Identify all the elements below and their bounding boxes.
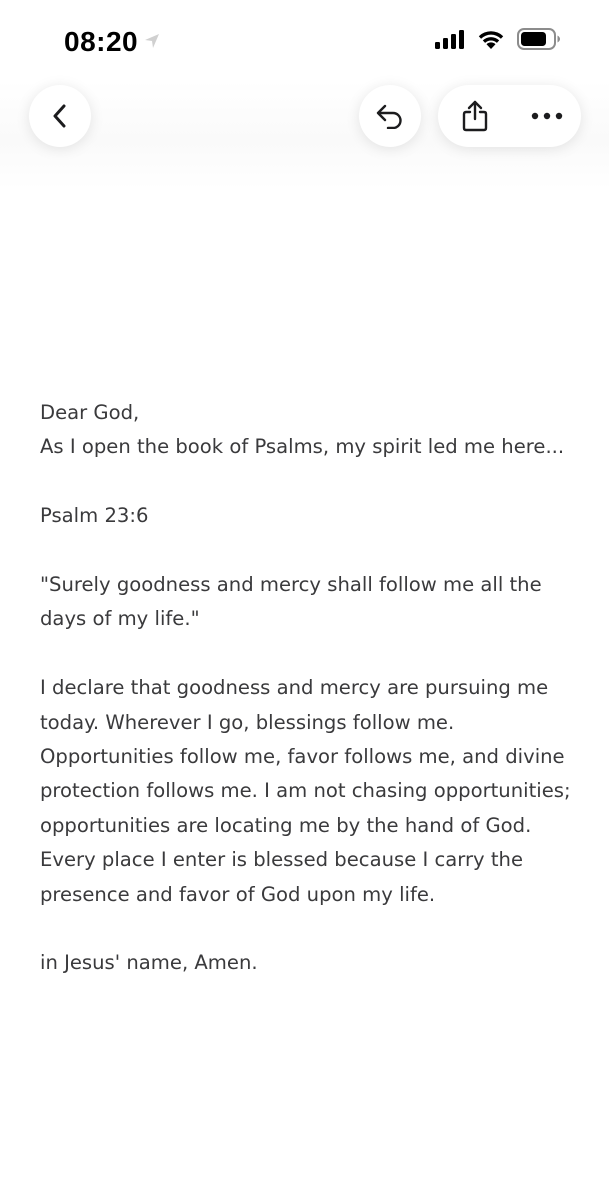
status-bar: [0, 0, 609, 80]
note-blank-line: [40, 465, 580, 499]
cellular-signal-icon: [435, 29, 465, 49]
note-line: Psalm 23:6: [40, 504, 149, 528]
wifi-icon: [477, 29, 505, 50]
share-icon: [461, 100, 489, 132]
note-line: presence and favor of God upon my life.: [40, 882, 436, 906]
note-line: protection follows me. I am not chasing opportunities;: [40, 779, 571, 803]
status-icons: [435, 28, 561, 50]
location-arrow-icon: [143, 32, 161, 50]
more-button[interactable]: [522, 93, 572, 139]
more-icon: [531, 112, 563, 120]
note-blank-line: [40, 534, 580, 568]
undo-icon: [375, 103, 405, 129]
share-button[interactable]: [452, 93, 498, 139]
note-line: days of my life.": [40, 607, 200, 631]
note-line: I declare that goodness and mercy are pursuing me: [40, 676, 549, 700]
top-navigation-bar: [0, 80, 609, 190]
status-time: 08:20: [64, 26, 139, 57]
note-line: Opportunities follow me, favor follows me, and divine: [40, 745, 565, 769]
note-blank-line: [40, 637, 580, 671]
back-button[interactable]: [29, 85, 91, 147]
note-line: opportunities are locating me by the hand of God.: [40, 813, 532, 837]
note-line: "Surely goodness and mercy shall follow me all the: [40, 573, 542, 596]
note-line: As I open the book of Psalms, my spirit led me here...: [40, 435, 565, 459]
battery-icon: [517, 28, 561, 50]
note-line: Every place I enter is blessed because I carry the: [40, 848, 524, 872]
note-line: today. Wherever I go, blessings follow me.: [40, 710, 455, 734]
note-blank-line: [40, 912, 580, 946]
undo-button[interactable]: [359, 85, 421, 147]
note-line: in Jesus' name, Amen.: [40, 951, 258, 975]
note-line: Dear God,: [40, 401, 140, 424]
note-body[interactable]: [40, 396, 580, 981]
actions-group: [438, 85, 581, 147]
chevron-left-icon: [49, 103, 71, 129]
